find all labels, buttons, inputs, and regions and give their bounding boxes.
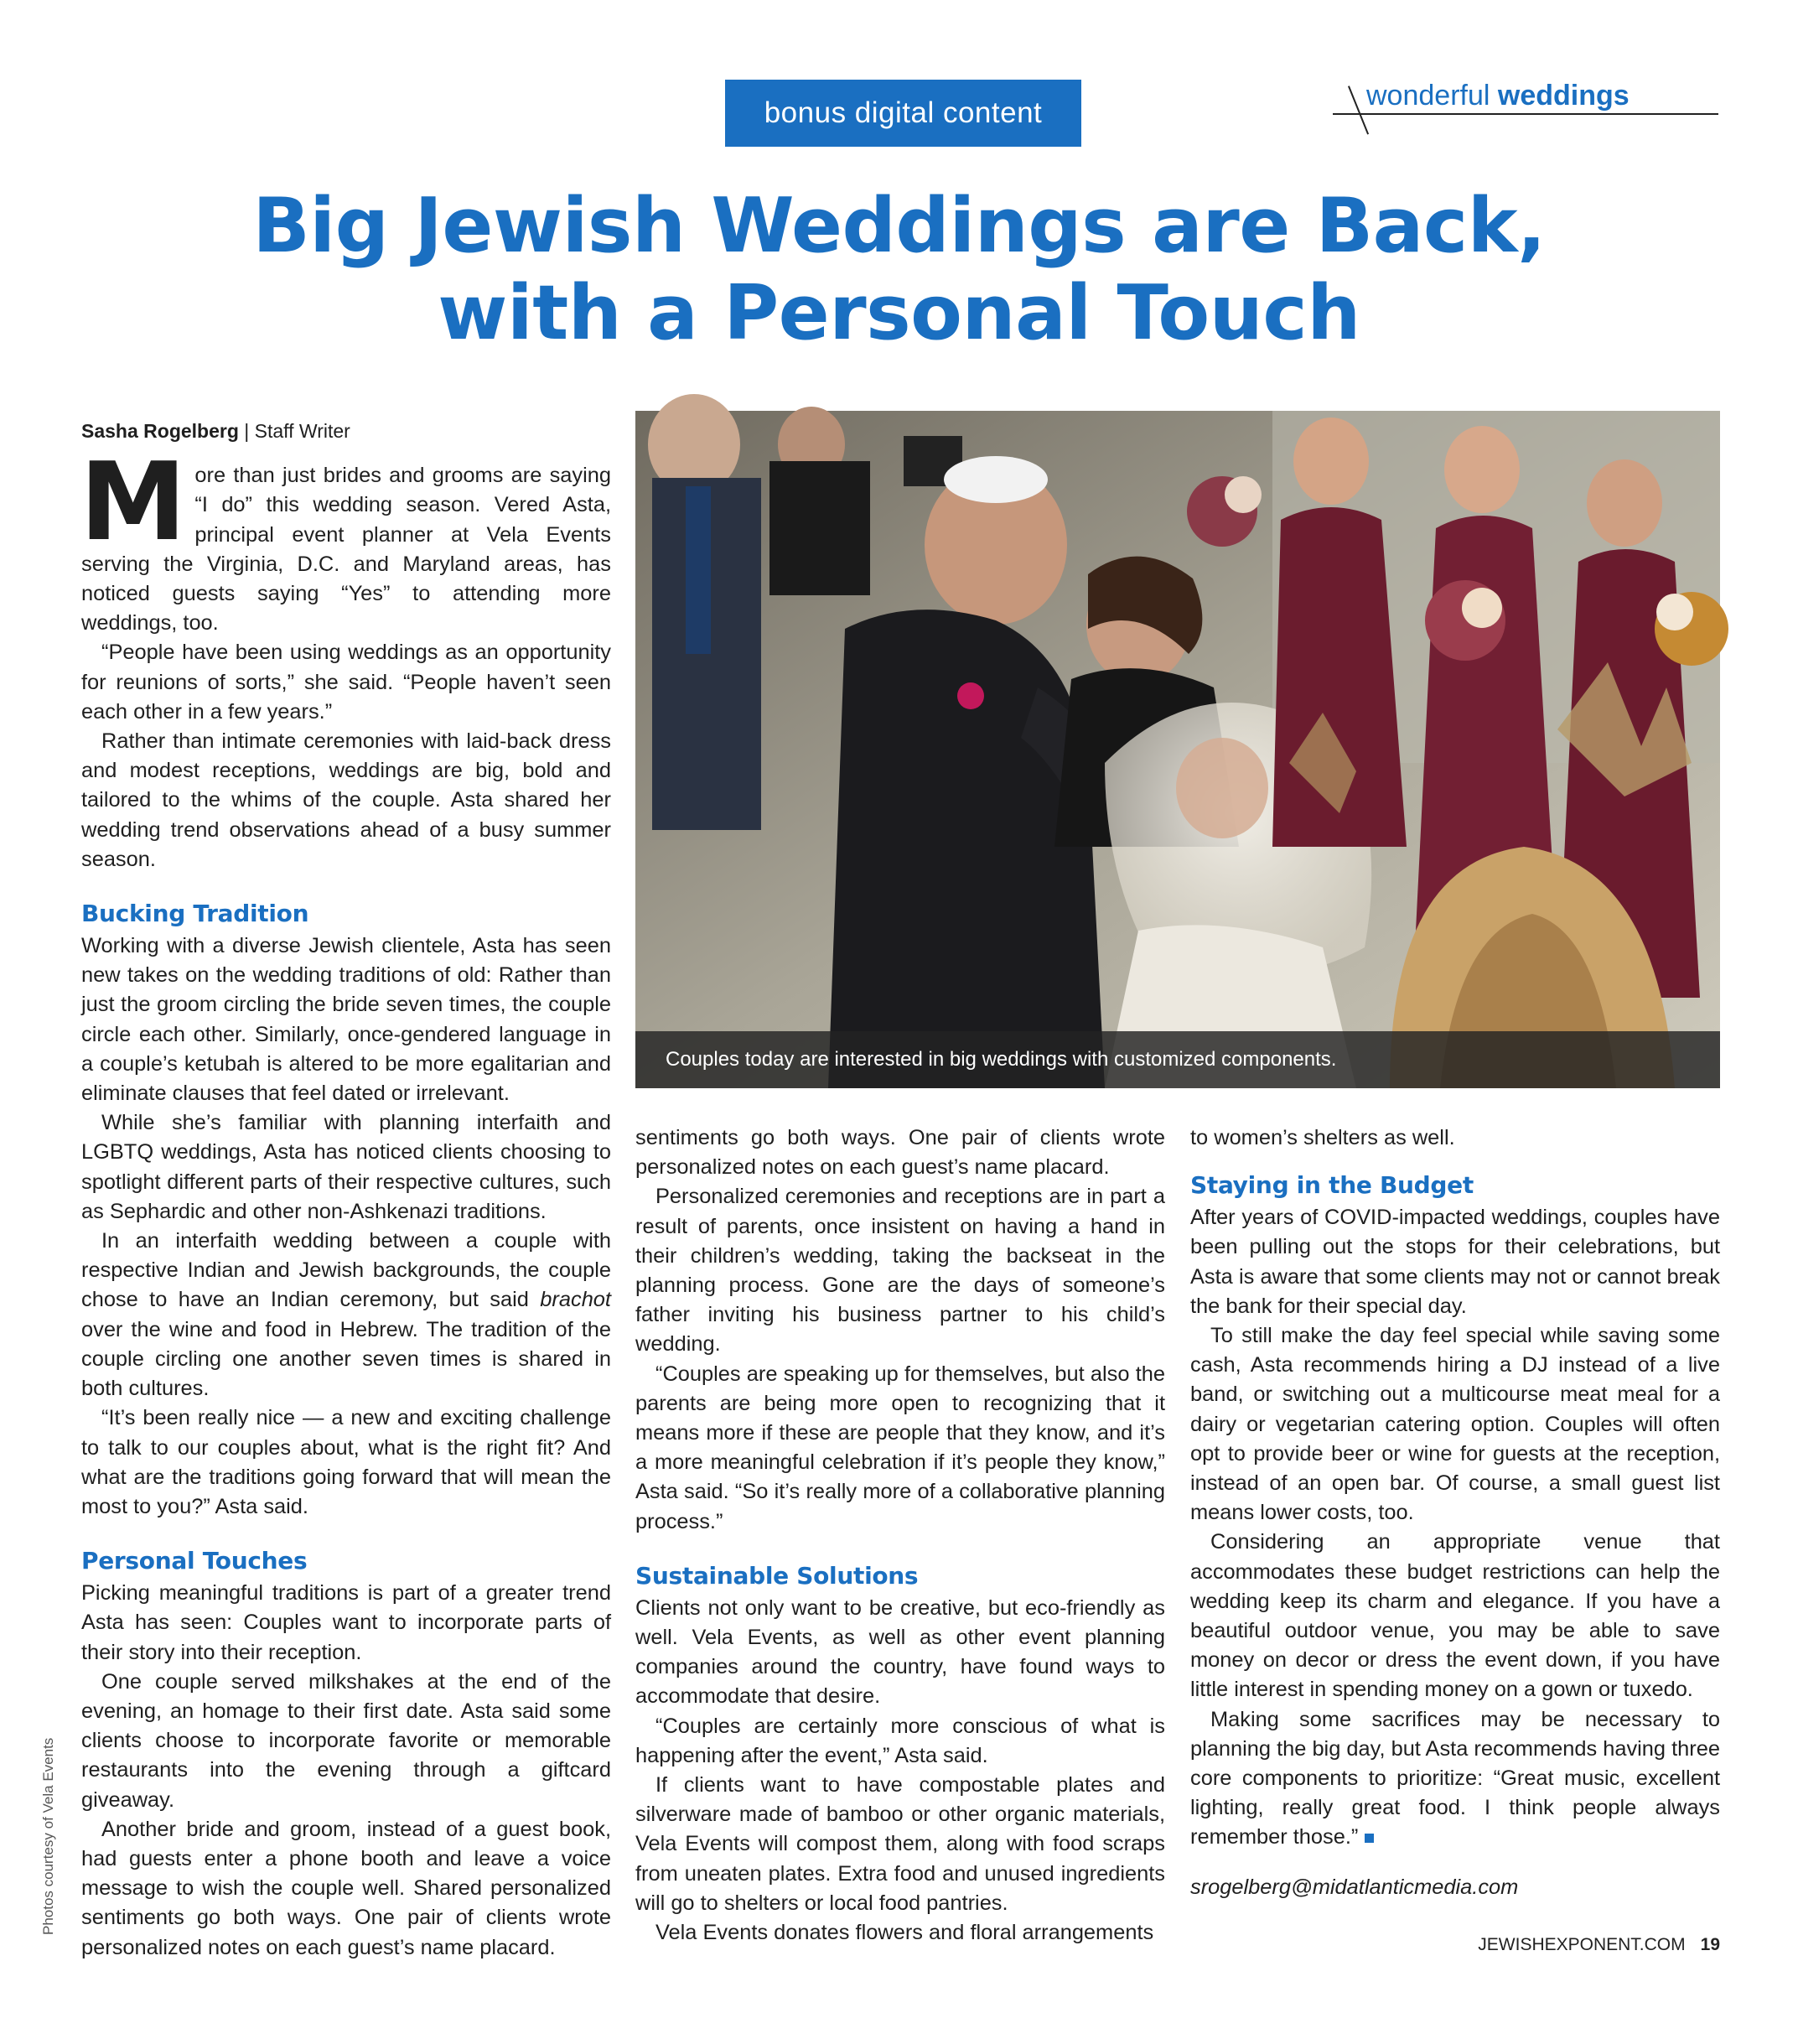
paragraph: Clients not only want to be creative, but eco-friendly as well. Vela Events, as well as other event planning companies around the country, have found ways to accommodate that desire. xyxy=(635,1595,1165,1709)
paragraph: “People have been using weddings as an opportunity for reunions of sorts,” she said. “People haven’t seen each other in a few years.” xyxy=(81,641,611,724)
paragraph: “It’s been really nice — a new and exciting challenge to talk to our couples about, what is the right fit? And what are the traditions going forward that will mean the most to you?” Asta said. xyxy=(81,1406,611,1518)
paragraph-continued: to women’s shelters as well. xyxy=(1190,1126,1455,1149)
byline-author: Sasha Rogelberg xyxy=(81,420,239,442)
paragraph: While she’s familiar with planning interfaith and LGBTQ weddings, Asta has noticed clients choosing to spotlight different parts of their respective cultures, such as Sephardic and other non-Ashkenazi traditions. xyxy=(81,1111,611,1223)
photo-caption: Couples today are interested in big weddings with customized components. xyxy=(635,1031,1720,1088)
subhead-sustainable-solutions: Sustainable Solutions xyxy=(635,1561,919,1590)
paragraph: Working with a diverse Jewish clientele, Asta has seen new takes on the wedding traditions of old: Rather than just the groom circling the bride seven times, the couple circle each other. Similarly, once-gendered language in a couple’s ketubah is altered to be more egalitarian and eliminate clauses that feel dated or irrelevant. xyxy=(81,934,611,1106)
paragraph-continued: sentiments go both ways. One pair of clients wrote personalized notes on each guest’s name placard. xyxy=(635,1126,1165,1180)
section-rule xyxy=(1333,113,1718,115)
byline: Sasha Rogelberg | Staff Writer xyxy=(81,420,350,442)
paragraph: Making some sacrifices may be necessary to planning the big day, but Asta recommends having three core components to prioritize: “Great music, excellent lighting, really great food. I think people always remember those.” xyxy=(1190,1707,1720,1849)
subhead-bucking-tradition: Bucking Tradition xyxy=(81,900,309,928)
paragraph: To still make the day feel special while saving some cash, Asta recommends hiring a DJ instead of a live band, or switching out a multicourse meat meal for a dairy or vegetarian catering option. Couples will often opt to provide beer or wine for guests at the reception, instead of an open bar. Of course, a small guest list means lower costs, too. xyxy=(1190,1324,1720,1525)
photo-credit: Photos courtesy of Vela Events xyxy=(40,1737,56,1935)
bonus-content-label: bonus digital content xyxy=(725,80,1081,147)
paragraph: Vela Events donates flowers and floral arrangements xyxy=(655,1921,1154,1945)
subhead-personal-touches: Personal Touches xyxy=(81,1547,308,1575)
drop-cap: M xyxy=(80,440,187,566)
paragraph: Considering an appropriate venue that accommodates these budget restrictions can help the wedding keep its charm and elegance. If you have a beautiful outdoor venue, you may be able to save money on decor or dress the event down, if you have little interest in spending money on a gown or tuxedo. xyxy=(1190,1530,1720,1702)
photo-illustration xyxy=(635,411,1720,1088)
subhead-staying-in-budget: Staying in the Budget xyxy=(1190,1171,1474,1200)
paragraph: After years of COVID-impacted weddings, couples have been pulling out the stops for their celebrations, but Asta is aware that some clients may not or cannot break the bank for their special day. xyxy=(1190,1206,1720,1318)
section-title: wonderful weddings xyxy=(1366,80,1630,112)
kippah xyxy=(944,456,1048,503)
author-email[interactable]: srogelberg@midatlanticmedia.com xyxy=(1190,1875,1519,1899)
byline-role: Staff Writer xyxy=(254,420,350,442)
headline-line-1: Big Jewish Weddings are Back, xyxy=(252,182,1546,270)
headline xyxy=(50,183,1748,357)
paragraph: Another bride and groom, instead of a guest book, had guests enter a phone booth and leave a voice message to wish the couple well. Shared personalized sentiments go both ways. One pair of clients wrote personalized notes on each guest’s name placard. xyxy=(81,1817,611,1959)
end-mark-icon xyxy=(1365,1834,1374,1843)
paragraph: Picking meaningful traditions is part of a greater trend Asta has seen: Couples want to incorporate parts of their story into their reception. xyxy=(81,1581,611,1664)
page-footer xyxy=(1478,1935,1720,1955)
paragraph: One couple served milkshakes at the end of the evening, an homage to their first date. Asta said some clients choose to incorporate favorite or memorable restaurants into the evening through a giftcard giveaway. xyxy=(81,1669,611,1812)
paragraph: “Couples are certainly more conscious of what is happening after the event,” Asta said. xyxy=(635,1714,1165,1767)
paragraph: Rather than intimate ceremonies with laid-back dress and modest receptions, weddings are big, bold and tailored to the whims of the couple. Asta shared her wedding trend observations ahead of a busy summer season. xyxy=(81,729,611,871)
wedding-photo xyxy=(635,411,1720,1088)
column-2 xyxy=(635,1123,1165,1948)
lead-paragraph: More than just brides and grooms are saying “I do” this wedding season. Vered Asta, principal event planner at Vela Events serving the Virginia, D.C. and Maryland areas, has noticed guests saying “Yes” to attending more weddings, too. xyxy=(80,440,611,636)
paragraph: Personalized ceremonies and receptions are in part a result of parents, once insistent on having a hand in their children’s wedding, taking the backseat in the planning process. Gone are the days of someone’s father inviting his business partner to his child’s wedding. xyxy=(635,1185,1165,1357)
column-3 xyxy=(1190,1123,1720,1902)
section-tag xyxy=(1333,78,1718,116)
paragraph: In an interfaith wedding between a couple with respective Indian and Jewish backgrounds, the couple chose to have an Indian ceremony, but said brachot over the wine and food in Hebrew. The tradition of the couple circling one another seven times is shared in both cultures. xyxy=(81,1229,611,1401)
page-number: 19 xyxy=(1700,1935,1720,1954)
paragraph: “Couples are speaking up for themselves, but also the parents are being more open to recognizing that it means more if these are people that they know, and it’s a more meaningful celebration if it’s people they know,” Asta said. “So it’s really more of a collaborative planning process.” xyxy=(635,1362,1165,1533)
paragraph: If clients want to have compostable plates and silverware made of bamboo or other organic materials, Vela Events will compost them, along with food scraps from uneaten plates. Extra food and unused ingredients will go to shelters or local food pantries. xyxy=(635,1773,1165,1915)
column-1 xyxy=(80,417,611,1959)
headline-line-2: with a Personal Touch xyxy=(438,269,1360,357)
site-name: JEWISHEXPONENT.COM xyxy=(1478,1935,1686,1954)
